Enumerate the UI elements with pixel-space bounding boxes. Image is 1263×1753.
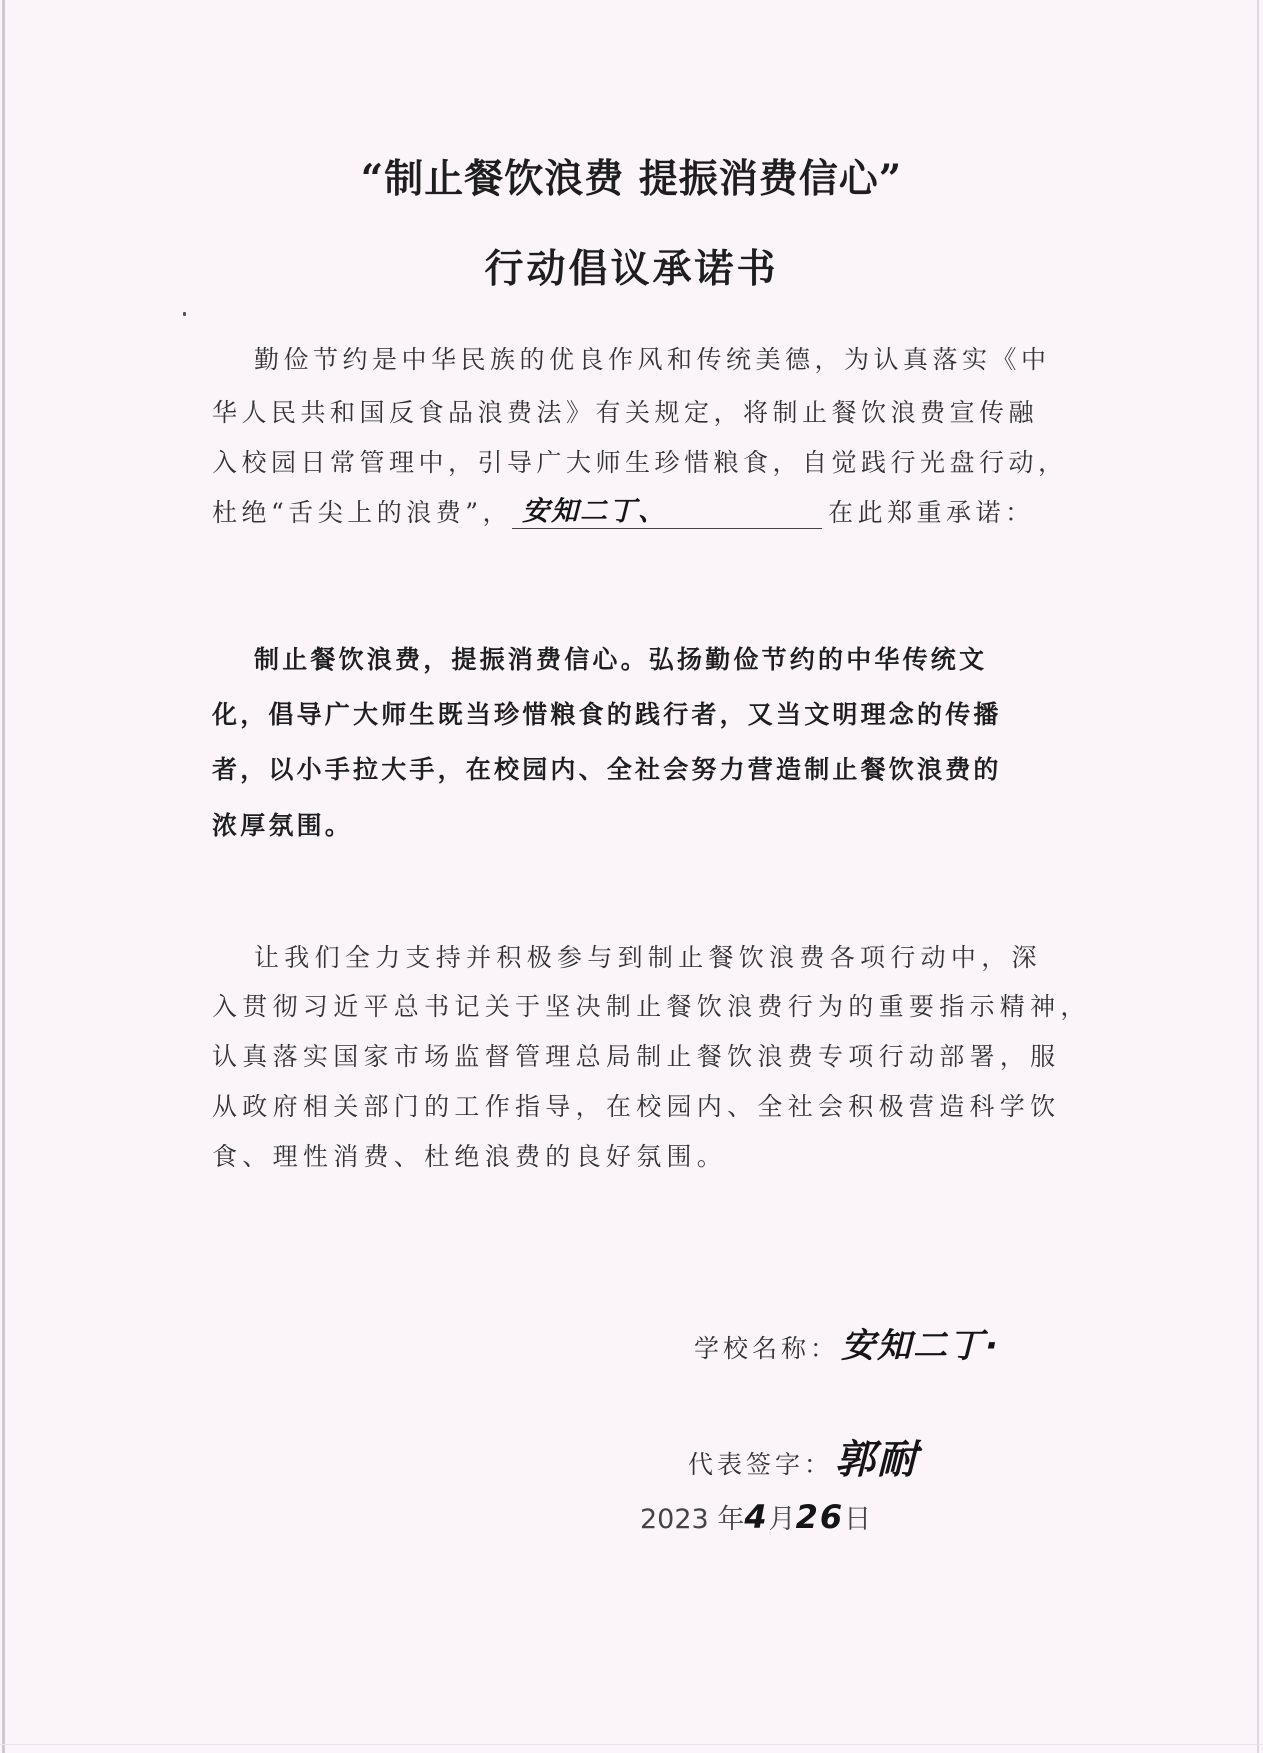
- handwritten-representative-signature: 郭耐: [835, 1437, 920, 1483]
- paragraph-line: 入校园日常管理中，引导广大师生珍惜粮食，自觉践行光盘行动，: [212, 448, 1068, 477]
- commitment-prefix: 杜绝“舌尖上的浪费”，: [212, 498, 513, 527]
- paragraph-line: 者，以小手拉大手，在校园内、全社会努力营造制止餐饮浪费的: [212, 755, 1002, 784]
- paragraph-line-commitment: [212, 493, 1035, 529]
- paragraph-line: 制止餐饮浪费，提振消费信心。弘扬勤俭节约的中华传统文: [254, 645, 988, 674]
- paragraph-line: 化，倡导广大师生既当珍惜粮食的践行者，又当文明理念的传播: [212, 700, 1002, 729]
- school-name-blank: [512, 496, 822, 529]
- representative-signature-row: [688, 1428, 919, 1485]
- handwritten-school-name-signature: 安知二丁·: [841, 1326, 1000, 1366]
- date-year-unit: 年: [717, 1504, 745, 1535]
- document-title: “制止餐饮浪费 提振消费信心”: [360, 156, 903, 202]
- date-month-unit: 月: [768, 1504, 796, 1535]
- paragraph-line: 华人民共和国反食品浪费法》有关规定，将制止餐饮浪费宣传融: [212, 398, 1039, 427]
- paragraph-line: 认真落实国家市场监督管理总局制止餐饮浪费专项行动部署，服: [212, 1042, 1061, 1071]
- paragraph-line: 让我们全力支持并积极参与到制止餐饮浪费各项行动中，深: [254, 943, 1042, 972]
- paragraph-line: 勤俭节约是中华民族的优良作风和传统美德，为认真落实《中: [254, 345, 1051, 374]
- handwritten-school-name: 安知二丁、: [522, 496, 668, 527]
- date-row: [640, 1497, 871, 1536]
- school-name-row: [694, 1318, 1000, 1367]
- paragraph-line: 从政府相关部门的工作指导，在校园内、全社会积极营造科学饮: [212, 1092, 1061, 1121]
- paragraph-line: 浓厚氛围。: [212, 811, 354, 840]
- paragraph-line: 入贯彻习近平总书记关于坚决制止餐饮浪费行为的重要指示精神，: [212, 992, 1091, 1021]
- date-day-unit: 日: [844, 1504, 872, 1535]
- representative-label: 代表签字：: [688, 1450, 834, 1479]
- handwritten-month: 4: [744, 1498, 769, 1536]
- document-subtitle: 行动倡议承诺书: [484, 246, 779, 292]
- commitment-suffix: 在此郑重承诺：: [828, 498, 1035, 527]
- scan-speck: [183, 312, 186, 316]
- scan-edge-bottom: [0, 1744, 1263, 1745]
- date-year: 2023: [640, 1504, 709, 1535]
- handwritten-day: 26: [795, 1498, 845, 1536]
- paragraph-line: 食、理性消费、杜绝浪费的良好氛围。: [212, 1142, 728, 1171]
- school-name-label: 学校名称：: [694, 1334, 840, 1363]
